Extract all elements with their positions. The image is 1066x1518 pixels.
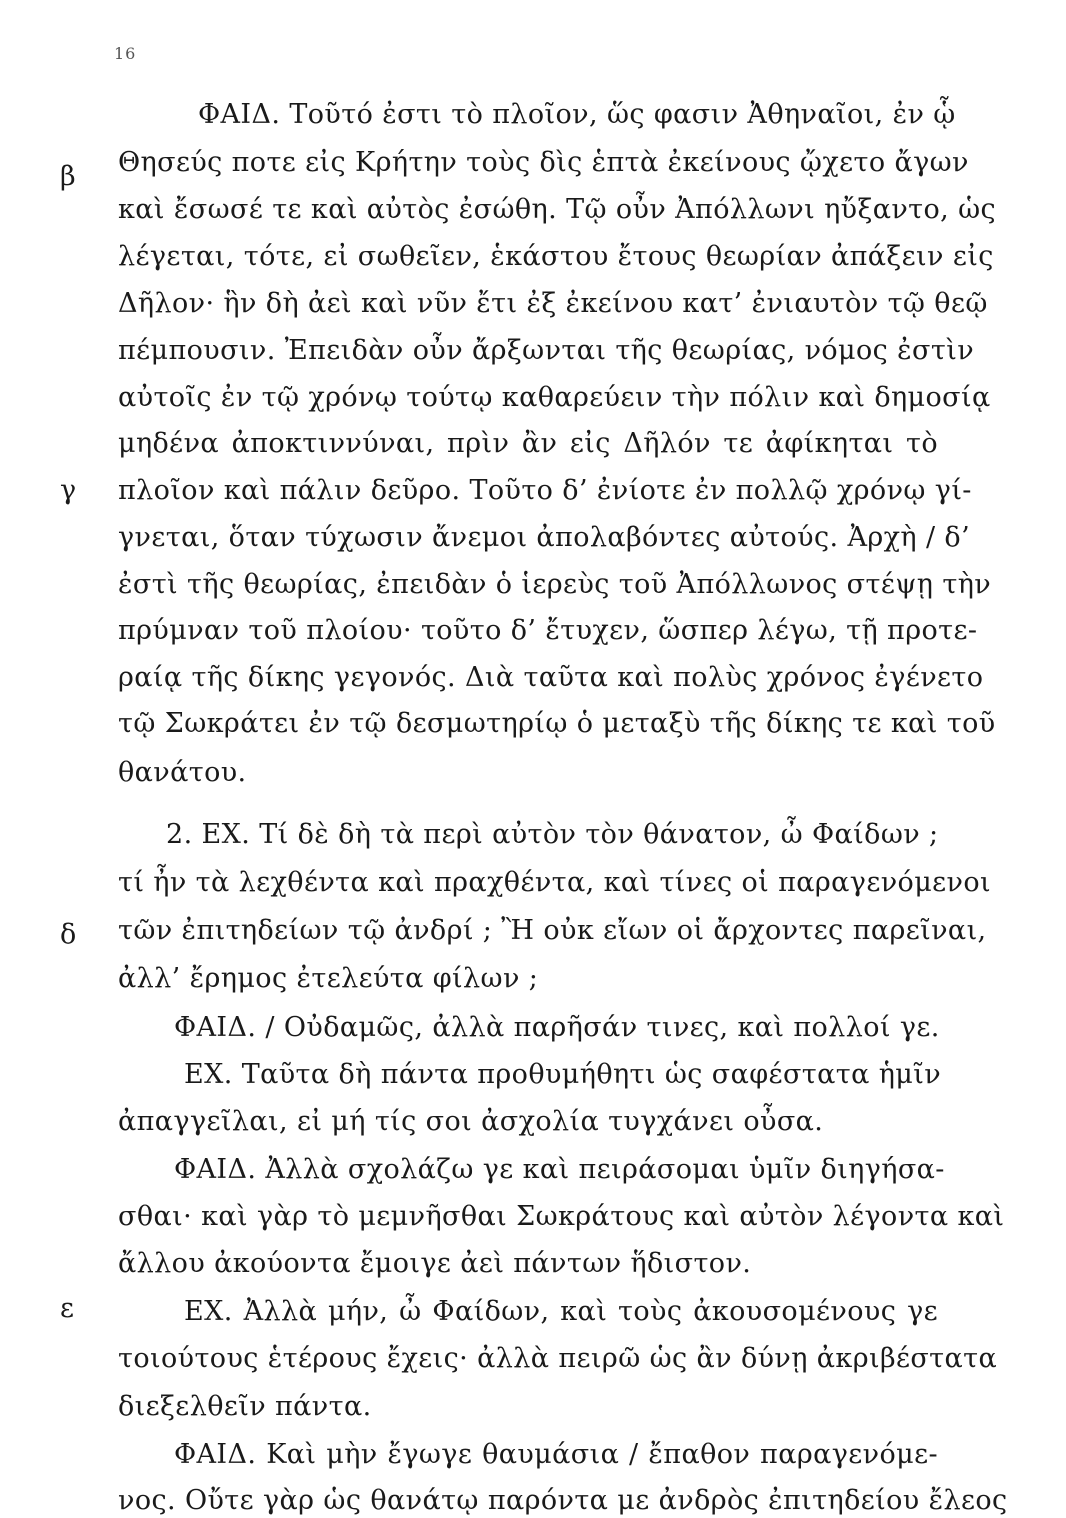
text-line: γνεται, ὅταν τύχωσιν ἄνεμοι ἀπολαβόντες αὐτούς. Ἀρχὴ / δ’ bbox=[118, 522, 971, 553]
text-line: 2. ΕΧ. Τί δὲ δὴ τὰ περὶ αὐτὸν τὸν θάνατον, ὦ Φαίδων ; bbox=[166, 819, 939, 850]
text-line: πρύμναν τοῦ πλοίου· τοῦτο δ’ ἔτυχεν, ὥσπερ λέγω, τῇ προτε- bbox=[118, 615, 978, 646]
text-line: λέγεται, τότε, εἰ σωθεῖεν, ἑκάστου ἔτους θεωρίαν ἀπάξειν εἰς bbox=[118, 241, 994, 272]
text-line: διεξελθεῖν πάντα. bbox=[118, 1391, 372, 1422]
text-line: ἀπαγγεῖλαι, εἰ μή τίς σοι ἀσχολία τυγχάνει οὖσα. bbox=[118, 1106, 824, 1137]
margin-letter-delta: δ bbox=[60, 919, 77, 950]
text-line: ραίᾳ τῆς δίκης γεγονός. Διὰ ταῦτα καὶ πολὺς χρόνος ἐγένετο bbox=[118, 662, 984, 693]
text-line: αὐτοῖς ἐν τῷ χρόνῳ τούτῳ καθαρεύειν τὴν πόλιν καὶ δημοσίᾳ bbox=[118, 382, 991, 413]
text-line: Δῆλον· ἣν δὴ ἀεὶ καὶ νῦν ἔτι ἐξ ἐκείνου κατ’ ἐνιαυτὸν τῷ θεῷ bbox=[118, 288, 988, 319]
text-line: τῷ Σωκράτει ἐν τῷ δεσμωτηρίῳ ὁ μεταξὺ τῆς δίκης τε καὶ τοῦ bbox=[118, 708, 996, 739]
text-line: μηδένα ἀποκτιννύναι, πρὶν ἂν εἰς Δῆλόν τε ἀφίκηται τὸ bbox=[118, 428, 938, 459]
text-line: σθαι· καὶ γὰρ τὸ μεμνῆσθαι Σωκράτους καὶ αὐτὸν λέγοντα καὶ bbox=[118, 1201, 1005, 1232]
text-line: ΦΑΙΔ. Καὶ μὴν ἔγωγε θαυμάσια / ἔπαθον παραγενόμε- bbox=[174, 1439, 938, 1470]
text-line: ΕΧ. Ἀλλὰ μήν, ὦ Φαίδων, καὶ τοὺς ἀκουσομένους γε bbox=[184, 1296, 938, 1327]
text-line: ΦΑΙΔ. Τοῦτό ἐστι τὸ πλοῖον, ὥς φασιν Ἀθηναῖοι, ἐν ᾧ bbox=[198, 99, 956, 130]
text-line: ΦΑΙΔ. Ἀλλὰ σχολάζω γε καὶ πειράσομαι ὑμῖν διηγήσα- bbox=[174, 1154, 945, 1185]
text-line: νος. Οὔτε γὰρ ὡς θανάτῳ παρόντα με ἀνδρὸς ἐπιτηδείου ἔλεος bbox=[118, 1485, 1008, 1516]
margin-letter-epsilon: ε bbox=[60, 1293, 74, 1324]
margin-letter-beta: β bbox=[60, 161, 76, 192]
page-number: 16 bbox=[114, 44, 137, 63]
text-line: πλοῖον καὶ πάλιν δεῦρο. Τοῦτο δ’ ἐνίοτε ἐν πολλῷ χρόνῳ γί- bbox=[118, 475, 972, 506]
text-line: Θησεύς ποτε εἰς Κρήτην τοὺς δὶς ἑπτὰ ἐκείνους ᾤχετο ἄγων bbox=[118, 147, 969, 178]
text-line: τῶν ἐπιτηδείων τῷ ἀνδρί ; Ἢ οὐκ εἴων οἱ ἄρχοντες παρεῖναι, bbox=[118, 915, 987, 946]
text-line: ἀλλ’ ἔρημος ἐτελεύτα φίλων ; bbox=[118, 963, 539, 994]
text-line: ΕΧ. Ταῦτα δὴ πάντα προθυμήθητι ὡς σαφέστατα ἡμῖν bbox=[184, 1059, 942, 1090]
margin-letter-gamma: γ bbox=[60, 475, 77, 506]
text-line: ἄλλου ἀκούοντα ἔμοιγε ἀεὶ πάντων ἥδιστον. bbox=[118, 1248, 752, 1279]
text-line: τί ἦν τὰ λεχθέντα καὶ πραχθέντα, καὶ τίνες οἱ παραγενόμενοι bbox=[118, 867, 991, 898]
text-line: τοιούτους ἑτέρους ἔχεις· ἀλλὰ πειρῶ ὡς ἂν δύνῃ ἀκριβέστατα bbox=[118, 1343, 998, 1374]
text-line: πέμπουσιν. Ἐπειδὰν οὖν ἄρξωνται τῆς θεωρίας, νόμος ἐστὶν bbox=[118, 335, 975, 366]
text-line: ἐστὶ τῆς θεωρίας, ἐπειδὰν ὁ ἱερεὺς τοῦ Ἀπόλλωνος στέψῃ τὴν bbox=[118, 569, 992, 600]
text-line: θανάτου. bbox=[118, 757, 247, 788]
text-line: καὶ ἔσωσέ τε καὶ αὐτὸς ἐσώθη. Τῷ οὖν Ἀπόλλωνι ηὔξαντο, ὡς bbox=[118, 194, 997, 225]
text-line: ΦΑΙΔ. / Οὐδαμῶς, ἀλλὰ παρῆσάν τινες, καὶ πολλοί γε. bbox=[174, 1012, 940, 1043]
